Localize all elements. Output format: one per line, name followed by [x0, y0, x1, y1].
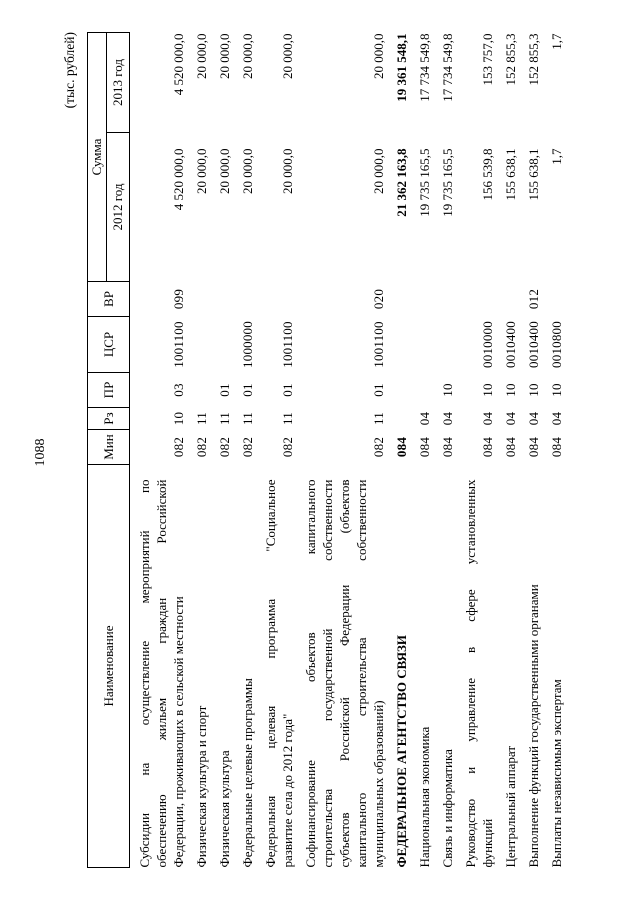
cell-vr — [233, 282, 256, 317]
cell-csr — [433, 317, 456, 373]
table-row — [410, 33, 433, 868]
cell-min: 082 — [280, 436, 295, 458]
cell-csr — [187, 317, 210, 373]
cell-vr — [187, 282, 210, 317]
name-line: Физическая культура — [217, 750, 232, 868]
name-line: Субсидии на осуществление мероприятий по — [137, 479, 152, 868]
cell-rz: 04 — [503, 411, 518, 426]
cell-csr: 1001100 — [371, 321, 386, 368]
name-line: развитие села до 2012 года" — [280, 713, 295, 868]
cell-s2012: 20 000,0 — [280, 148, 295, 194]
cell-s2012: 20 000,0 — [194, 148, 209, 194]
page-number: 1088 — [33, 438, 48, 467]
cell-name — [187, 465, 210, 868]
cell-s2013: 20 000,0 — [217, 33, 232, 79]
cell-pr: 10 — [503, 383, 518, 397]
cell-vr — [456, 282, 496, 317]
cell-csr: 0010800 — [549, 321, 564, 368]
cell-name — [433, 465, 456, 868]
cell-name — [496, 465, 519, 868]
cell-rz: 11 — [371, 412, 386, 425]
units-note: (тыс. рублей) — [62, 32, 77, 109]
cell-rz: 04 — [526, 411, 541, 426]
name-line: строительства государственной собственности — [320, 479, 335, 868]
cell-min: 082 — [194, 436, 209, 458]
col-header-vr: ВР — [88, 282, 130, 317]
cell-s2013: 153 757,0 — [480, 33, 495, 86]
cell-min: 084 — [526, 436, 541, 458]
cell-s2013: 20 000,0 — [280, 33, 295, 79]
cell-min: 084 — [417, 436, 432, 458]
cell-min: 084 — [480, 436, 495, 458]
cell-min: 082 — [171, 436, 186, 458]
table-row — [433, 33, 456, 868]
cell-s2012: 155 638,1 — [503, 148, 518, 201]
cell-min: 082 — [371, 436, 386, 458]
cell-pr: 01 — [371, 383, 386, 397]
cell-csr — [410, 317, 433, 373]
name-line: Федерации, проживающих в сельской местности — [171, 596, 186, 868]
cell-vr — [433, 282, 456, 317]
cell-rz: 04 — [440, 411, 455, 426]
cell-min: 084 — [394, 436, 409, 458]
name-line: капитального строительства собственности — [354, 479, 369, 868]
cell-s2013: 17 734 549,8 — [417, 33, 432, 102]
cell-name — [542, 465, 565, 868]
table-header — [88, 33, 130, 868]
name-line: обеспечению жильем граждан Российской — [154, 479, 169, 868]
name-line: Федеральная целевая программа "Социальное — [263, 479, 278, 868]
cell-name — [233, 465, 256, 868]
cell-name — [410, 465, 433, 868]
table-row — [233, 33, 256, 868]
cell-pr: 10 — [526, 383, 541, 397]
table-row — [387, 33, 410, 868]
cell-rz: 04 — [549, 411, 564, 426]
cell-name — [130, 465, 188, 868]
cell-s2013: 17 734 549,8 — [440, 33, 455, 102]
cell-s2012: 19 735 165,5 — [417, 148, 432, 217]
cell-s2013: 20 000,0 — [194, 33, 209, 79]
cell-s2012: 21 362 163,8 — [394, 148, 409, 217]
name-line: Центральный аппарат — [503, 745, 518, 868]
cell-s2012: 20 000,0 — [217, 148, 232, 194]
name-line: Выплаты независимым экспертам — [549, 679, 564, 868]
cell-rz: 04 — [417, 411, 432, 426]
cell-s2013: 1,7 — [549, 33, 564, 50]
cell-csr: 0010400 — [503, 321, 518, 368]
cell-s2013: 19 361 548,1 — [394, 33, 409, 102]
cell-vr — [496, 282, 519, 317]
cell-s2013: 152 855,3 — [526, 33, 541, 86]
cell-rz: 11 — [194, 412, 209, 425]
name-line: Национальная экономика — [417, 726, 432, 868]
cell-rz: 04 — [480, 411, 495, 426]
cell-s2012: 20 000,0 — [240, 148, 255, 194]
cell-name — [387, 465, 410, 868]
cell-csr — [210, 317, 233, 373]
table-row — [456, 33, 496, 868]
cell-min: 084 — [503, 436, 518, 458]
table-row — [542, 33, 565, 868]
cell-name — [210, 465, 233, 868]
name-line: Руководство и управление в сфере установленных — [463, 479, 478, 868]
cell-s2012: 19 735 165,5 — [440, 148, 455, 217]
cell-csr: 1001100 — [280, 321, 295, 368]
name-line: Физическая культура и спорт — [194, 705, 209, 868]
cell-csr: 0010000 — [480, 321, 495, 368]
cell-vr — [542, 282, 565, 317]
cell-s2012: 155 638,1 — [526, 148, 541, 201]
name-line: Выполнение функций государственными органами — [526, 584, 541, 868]
cell-pr: 10 — [440, 383, 455, 397]
cell-name — [519, 465, 542, 868]
cell-pr: 01 — [280, 383, 295, 397]
col-header-year-2012: 2012 год — [107, 133, 130, 282]
table-row — [296, 33, 387, 868]
col-header-rz: Рз — [88, 408, 130, 430]
cell-pr — [187, 373, 210, 408]
name-line: муниципальных образований) — [371, 700, 386, 868]
cell-vr: 099 — [171, 288, 186, 310]
cell-s2012: 4 520 000,0 — [171, 148, 186, 211]
cell-name — [296, 465, 387, 868]
table-row — [210, 33, 233, 868]
col-header-pr: ПР — [88, 373, 130, 408]
cell-s2012: 1,7 — [549, 148, 564, 165]
table-row — [130, 33, 188, 868]
col-header-year-2013: 2013 год — [107, 33, 130, 133]
cell-pr: 01 — [217, 383, 232, 397]
cell-s2013: 4 520 000,0 — [171, 33, 186, 96]
cell-csr — [387, 317, 410, 373]
cell-rz: 10 — [171, 411, 186, 426]
name-line: ФЕДЕРАЛЬНОЕ АГЕНТСТВО СВЯЗИ — [394, 634, 409, 868]
cell-vr: 020 — [371, 288, 386, 310]
cell-min: 084 — [440, 436, 455, 458]
cell-pr — [387, 373, 410, 408]
table-row — [256, 33, 296, 868]
cell-vr — [387, 282, 410, 317]
table-row — [496, 33, 519, 868]
col-header-name: Наименование — [88, 465, 130, 868]
cell-rz: 11 — [280, 412, 295, 425]
name-line: субъектов Российской Федерации (объектов — [337, 479, 352, 868]
cell-rz: 11 — [217, 412, 232, 425]
table-row — [519, 33, 542, 868]
cell-min: 082 — [240, 436, 255, 458]
cell-vr — [256, 282, 296, 317]
cell-min: 084 — [549, 436, 564, 458]
cell-s2012: 20 000,0 — [371, 148, 386, 194]
cell-s2012: 156 539,8 — [480, 148, 495, 201]
cell-name — [256, 465, 296, 868]
name-line: функций — [480, 818, 495, 868]
cell-s2013: 20 000,0 — [371, 33, 386, 79]
name-line: Софинансирование объектов капитального — [303, 479, 318, 868]
cell-rz: 11 — [240, 412, 255, 425]
budget-allocation-table — [87, 32, 565, 868]
cell-rz — [387, 408, 410, 430]
cell-vr — [210, 282, 233, 317]
cell-s2013: 152 855,3 — [503, 33, 518, 86]
cell-csr: 0010400 — [526, 321, 541, 368]
cell-vr: 012 — [526, 288, 541, 310]
name-line: Федеральные целевые программы — [240, 678, 255, 868]
cell-name — [456, 465, 496, 868]
cell-vr — [410, 282, 433, 317]
cell-pr: 03 — [171, 383, 186, 397]
col-header-summa: Сумма — [88, 33, 107, 282]
col-header-csr: ЦСР — [88, 317, 130, 373]
col-header-min: Мин — [88, 430, 130, 465]
table-body — [130, 33, 566, 868]
cell-pr — [410, 373, 433, 408]
cell-pr: 01 — [240, 383, 255, 397]
cell-s2013: 20 000,0 — [240, 33, 255, 79]
cell-min: 082 — [217, 436, 232, 458]
name-line: Связь и информатика — [440, 749, 455, 868]
table-row — [187, 33, 210, 868]
cell-csr: 1001100 — [171, 321, 186, 368]
cell-csr: 1000000 — [240, 321, 255, 368]
cell-pr: 10 — [549, 383, 564, 397]
cell-pr: 10 — [480, 383, 495, 397]
